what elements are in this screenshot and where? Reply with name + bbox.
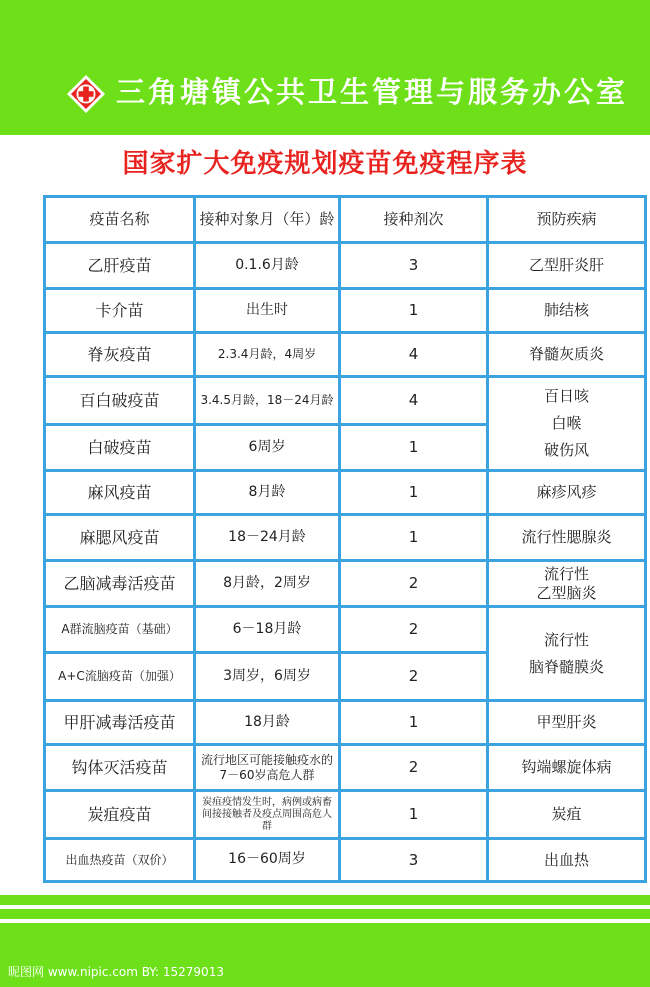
target-age: 3.4.5月龄，18－24月龄 — [195, 377, 340, 425]
vaccine-name: 出血热疫苗（双价） — [45, 839, 195, 882]
dose-count: 1 — [340, 515, 488, 561]
vaccine-name: 脊灰疫苗 — [45, 333, 195, 377]
footer-stripe — [0, 919, 650, 923]
dose-count: 2 — [340, 745, 488, 791]
target-age: 0.1.6月龄 — [195, 243, 340, 289]
dose-count: 2 — [340, 561, 488, 607]
target-age: 6－18月龄 — [195, 607, 340, 653]
dose-count: 2 — [340, 653, 488, 701]
target-age: 18月龄 — [195, 701, 340, 745]
vaccine-name: 白破疫苗 — [45, 425, 195, 471]
table-row — [45, 607, 646, 653]
vaccine-name: 乙肝疫苗 — [45, 243, 195, 289]
vaccine-name: 乙脑减毒活疫苗 — [45, 561, 195, 607]
vaccine-name: A群流脑疫苗（基础） — [45, 607, 195, 653]
schedule-table-wrap — [43, 195, 644, 880]
disease: 甲型肝炎 — [488, 701, 646, 745]
table-row — [45, 791, 646, 839]
disease — [488, 607, 646, 701]
dose-count: 3 — [340, 839, 488, 882]
disease: 钩端螺旋体病 — [488, 745, 646, 791]
target-age: 8月龄，2周岁 — [195, 561, 340, 607]
disease: 肺结核 — [488, 289, 646, 333]
header-dose-count: 接种剂次 — [340, 197, 488, 243]
vaccine-name: 炭疽疫苗 — [45, 791, 195, 839]
disease-line: 流行性 — [543, 630, 589, 649]
table-row — [45, 333, 646, 377]
dose-count: 1 — [340, 289, 488, 333]
table-row — [45, 471, 646, 515]
vaccine-name: 麻腮风疫苗 — [45, 515, 195, 561]
target-age: 出生时 — [195, 289, 340, 333]
red-cross-emblem-icon — [66, 74, 106, 114]
target-age: 3周岁，6周岁 — [195, 653, 340, 701]
vaccine-name: 钩体灭活疫苗 — [45, 745, 195, 791]
target-age: 2.3.4月龄，4周岁 — [195, 333, 340, 377]
disease — [488, 377, 646, 471]
table-row — [45, 701, 646, 745]
dose-count: 1 — [340, 425, 488, 471]
table-row — [45, 839, 646, 882]
dose-count: 1 — [340, 701, 488, 745]
watermark: 昵图网 www.nipic.com BY: 15279013 — [8, 965, 224, 979]
target-age: 6周岁 — [195, 425, 340, 471]
header-vaccine-name: 疫苗名称 — [45, 197, 195, 243]
target-age: 16－60周岁 — [195, 839, 340, 882]
header-bar — [0, 0, 650, 135]
target-age: 流行地区可能接触疫水的7－60岁高危人群 — [195, 745, 340, 791]
vaccine-name: 卡介苗 — [45, 289, 195, 333]
target-age: 18－24月龄 — [195, 515, 340, 561]
disease: 脊髓灰质炎 — [488, 333, 646, 377]
table-row — [45, 745, 646, 791]
dose-count: 2 — [340, 607, 488, 653]
vaccine-name: 百白破疫苗 — [45, 377, 195, 425]
dose-count: 1 — [340, 471, 488, 515]
table-header-row — [45, 197, 646, 243]
dose-count: 1 — [340, 791, 488, 839]
dose-count: 3 — [340, 243, 488, 289]
vaccine-name: 甲肝减毒活疫苗 — [45, 701, 195, 745]
dose-count: 4 — [340, 333, 488, 377]
disease-line: 脑脊髓膜炎 — [528, 657, 604, 676]
table-row — [45, 289, 646, 333]
table-row — [45, 561, 646, 607]
disease — [488, 561, 646, 607]
header-target-age: 接种对象月（年）龄 — [195, 197, 340, 243]
disease: 麻疹风疹 — [488, 471, 646, 515]
org-name: 三角塘镇公共卫生管理与服务办公室 — [116, 75, 629, 109]
target-age: 8月龄 — [195, 471, 340, 515]
disease-line: 乙型脑炎 — [536, 583, 597, 602]
disease-line: 白喉 — [551, 414, 582, 433]
disease: 流行性腮腺炎 — [488, 515, 646, 561]
table-row — [45, 377, 646, 425]
target-age: 炭疽疫情发生时，病例或病畜间接接触者及疫点周围高危人群 — [195, 791, 340, 839]
page-title: 国家扩大免疫规划疫苗免疫程序表 — [122, 149, 528, 179]
footer-stripe — [0, 905, 650, 909]
disease-line: 百日咳 — [543, 387, 589, 406]
header-disease: 预防疾病 — [488, 197, 646, 243]
disease-line: 流行性 — [543, 564, 589, 583]
disease-line: 破伤风 — [543, 440, 589, 459]
table-row — [45, 243, 646, 289]
disease: 出血热 — [488, 839, 646, 882]
vaccine-name: A+C流脑疫苗（加强） — [45, 653, 195, 701]
vaccine-schedule-table — [43, 195, 647, 883]
disease: 炭疽 — [488, 791, 646, 839]
vaccine-name: 麻风疫苗 — [45, 471, 195, 515]
disease: 乙型肝炎肝 — [488, 243, 646, 289]
table-row — [45, 515, 646, 561]
dose-count: 4 — [340, 377, 488, 425]
